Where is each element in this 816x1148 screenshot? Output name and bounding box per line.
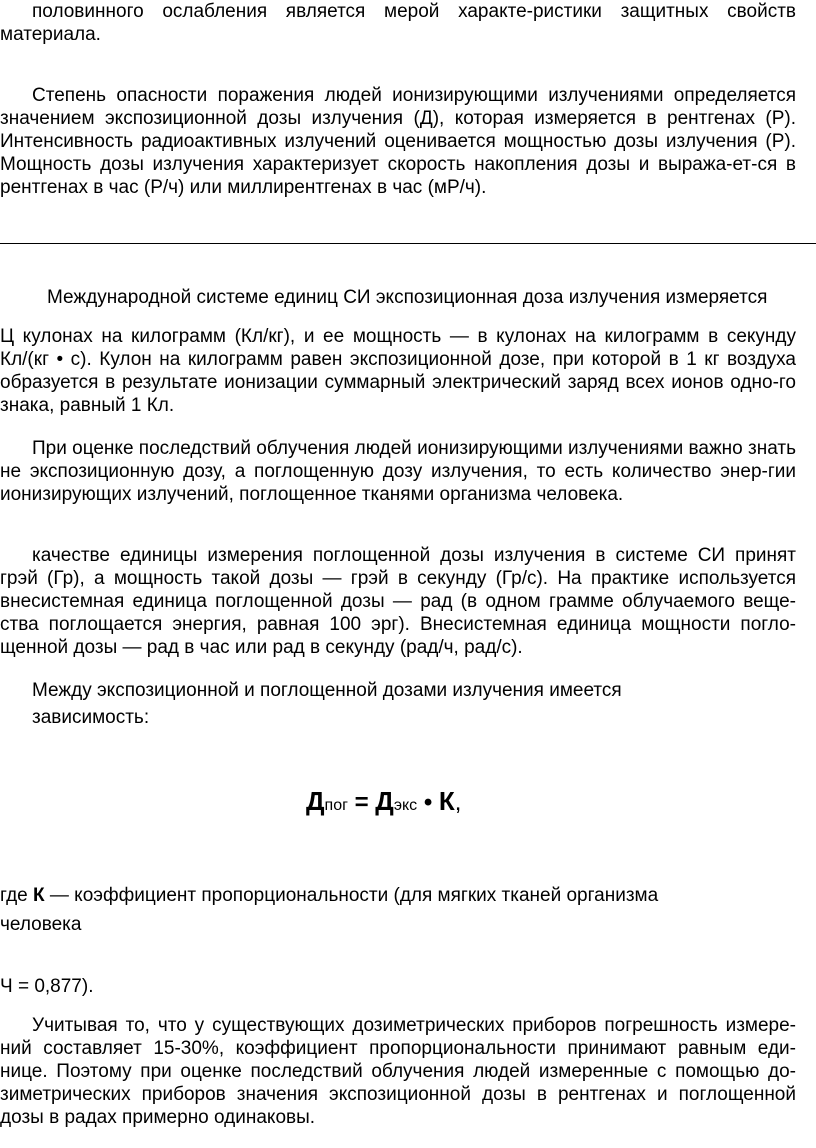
formula-k: К	[438, 786, 455, 816]
coefficient-where: где	[0, 885, 34, 906]
paragraph-instrument-error: Учитывая то, что у существующих дозиметрических приборов погрешность измере-ний составляет 15-30%, коэффициент пропорциональности принимают равным еди-нице. Поэтому при оценке последствий облучения людей измеренные с помощью до-зиметрических приборов значения экспозиционной дозы в рентгенах и поглощенной дозы в радах примерно одинаковы.	[0, 1015, 796, 1128]
formula-equals: =	[347, 789, 376, 816]
paragraph-absorbed-dose-importance: При оценке последствий облучения людей ионизирующими излучениями важно знать не экспозиционную дозу, а поглощенную дозу излучения, то есть количество энер-гии ионизирующих излучений, поглощенное тканями организма человека.	[0, 438, 796, 505]
coefficient-description: — коэффициент пропорциональности (для мягких тканей организма	[44, 885, 659, 906]
formula-sub-exposure: экс	[393, 797, 418, 814]
paragraph-half-attenuation: половинного ослабления является мерой характе-ристики защитных свойств материала.	[0, 1, 796, 45]
formula-comma: ,	[454, 789, 462, 816]
formula-sub-absorbed: пог	[324, 797, 348, 814]
paragraph-relation-line1: Между экспозиционной и поглощенной дозами излучения имеется	[32, 680, 622, 701]
coefficient-symbol: К	[33, 885, 45, 906]
paragraph-exposure-dose: Степень опасности поражения людей ионизирующими излучениями определяется значением экспозиционной дозы излучения (Д), которая измеряется в рентгенах (Р). Интенсивность радиоактивных излучений оценивается мощностью дозы излучения (Р). Мощность дозы излучения характеризует скорость накопления дозы и выража-ет-ся в рентгенах в час (Р/ч) или миллирентгенах в час (мР/ч).	[0, 85, 796, 198]
paragraph-gray-unit: качестве единицы измерения поглощенной дозы излучения в системе СИ принят грэй (Гр), а мощность такой дозы — грэй в секунду (Гр/с). На практике используется внесистемная единица поглощенной дозы — рад (в одном грамме облучаемого веще-ства поглощается энергия, равная 100 эрг). Внесистемная единица мощности погло-щенной дозы — рад в час или рад в секунду (рад/ч, рад/с).	[0, 545, 796, 658]
dose-formula	[306, 786, 461, 817]
paragraph-relation-line2: зависимость:	[32, 707, 150, 728]
formula-dot: •	[417, 789, 439, 816]
paragraph-si-coulomb: Ц кулонах на килограмм (Кл/кг), и ее мощность — в кулонах на килограмм в секунду Кл/(кг • с). Кулон на килограмм равен экспозиционной дозе, при которой в 1 кг воздуха образуется в результате ионизации суммарный электрический заряд всех ионов одно-го знака, равный 1 Кл.	[0, 326, 796, 416]
paragraph-si-heading: Международной системе единиц СИ экспозиционная доза излучения измеряется	[47, 287, 768, 308]
paragraph-coefficient-line2: человека	[0, 914, 82, 935]
paragraph-coefficient-line1	[0, 884, 658, 907]
horizontal-divider	[0, 243, 816, 244]
formula-d-absorbed: Д	[306, 786, 325, 816]
formula-d-exposure: Д	[375, 786, 394, 816]
paragraph-coefficient-value: Ч = 0,877).	[0, 976, 94, 997]
